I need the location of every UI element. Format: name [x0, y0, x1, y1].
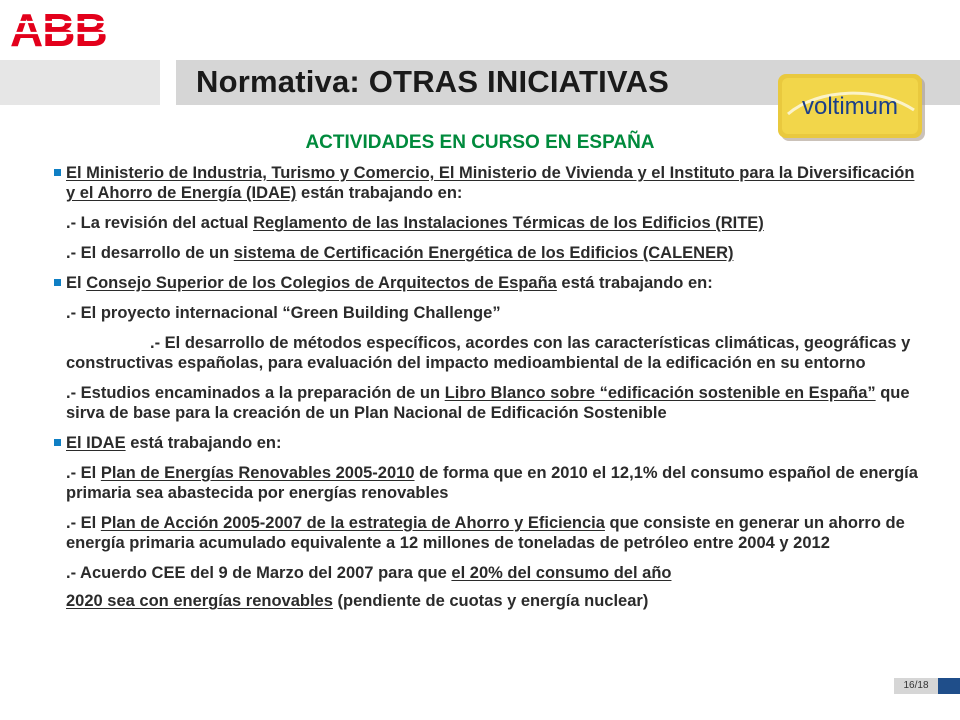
text-fragment: .- El — [66, 464, 101, 482]
text-fragment: está trabajando en: — [556, 274, 713, 292]
abb-logo-text: ABB — [10, 6, 107, 50]
voltimum-logo-text: voltimum — [801, 93, 899, 120]
item-action-plan — [66, 513, 926, 553]
cee-target-text: el 20% del consumo del año — [451, 564, 672, 582]
item-green-building: .- El proyecto internacional “Green Building Challenge” — [66, 304, 501, 322]
action-plan-text: Plan de Acción 2005-2007 de la estrategia de Ahorro y Eficiencia — [100, 514, 605, 532]
text-fragment: (pendiente de cuotas y energía nuclear) — [332, 592, 649, 610]
item-renewables-plan — [66, 463, 926, 503]
item-cee-agreement-cont — [66, 591, 926, 611]
item-cee-agreement — [66, 563, 926, 583]
page-number: 16/18 — [894, 678, 938, 694]
ministries-link-text: El Ministerio de Industria, Turismo y Comercio, El Ministerio de Vivienda y el Instituto para la Diversificación y el Ahorro de Energía (IDAE) — [66, 164, 915, 202]
item-methods: .- El desarrollo de métodos específicos, acordes con las características climáticas, geográficas y constructivas españolas, para evaluación del impacto medioambiental de la edificación en su entorno — [66, 334, 911, 372]
footer-bar — [938, 678, 960, 694]
text-fragment: El — [66, 274, 87, 292]
text-fragment: están trabajando en: — [296, 184, 463, 202]
section-heading: ACTIVIDADES EN CURSO EN ESPAÑA — [305, 132, 655, 153]
bullet-idae — [66, 433, 926, 453]
item-calener — [66, 243, 926, 263]
bullet-ministries — [66, 163, 926, 203]
bullet-square-icon — [54, 279, 61, 286]
text-fragment: que consiste en generar un ahorro de energía primaria acumulado equivalente a 12 millones de toneladas de petróleo entre 2004 y 2012 — [66, 514, 905, 552]
text-fragment: que sirva de base para la creación de un Plan Nacional de Edificación Sostenible — [66, 384, 910, 422]
white-book-text: Libro Blanco sobre “edificación sostenible en España” — [444, 384, 876, 402]
rite-text: Reglamento de las Instalaciones Térmicas de los Edificios (RITE) — [253, 214, 764, 232]
text-fragment: .- Acuerdo CEE del 9 de Marzo del 2007 para que — [66, 564, 452, 582]
item-white-book — [66, 383, 926, 423]
bullet-architects — [66, 273, 926, 293]
page-title: Normativa: OTRAS INICIATIVAS — [196, 64, 669, 99]
renewables-plan-text: Plan de Energías Renovables 2005-2010 — [100, 464, 415, 482]
text-fragment: de forma que en 2010 el 12,1% del consumo español de energía primaria sea abastecida por energías renovables — [66, 464, 918, 502]
text-fragment: .- Estudios encaminados a la preparación de un — [66, 384, 445, 402]
abb-logo — [8, 6, 128, 50]
content-body — [66, 163, 926, 621]
architects-council-text: Consejo Superior de los Colegios de Arquitectos de España — [86, 274, 557, 292]
text-fragment: está trabajando en: — [125, 434, 282, 452]
cee-target-text-cont: 2020 sea con energías renovables — [66, 592, 333, 610]
text-fragment: .- El — [66, 514, 101, 532]
calener-text: sistema de Certificación Energética de los Edificios (CALENER) — [233, 244, 734, 262]
idae-text: El IDAE — [66, 434, 126, 452]
text-fragment: .- El desarrollo de un — [66, 244, 234, 262]
text-fragment: .- La revisión del actual — [66, 214, 254, 232]
header-band-left — [0, 60, 160, 105]
item-rite — [66, 213, 926, 233]
bullet-square-icon — [54, 439, 61, 446]
bullet-square-icon — [54, 169, 61, 176]
